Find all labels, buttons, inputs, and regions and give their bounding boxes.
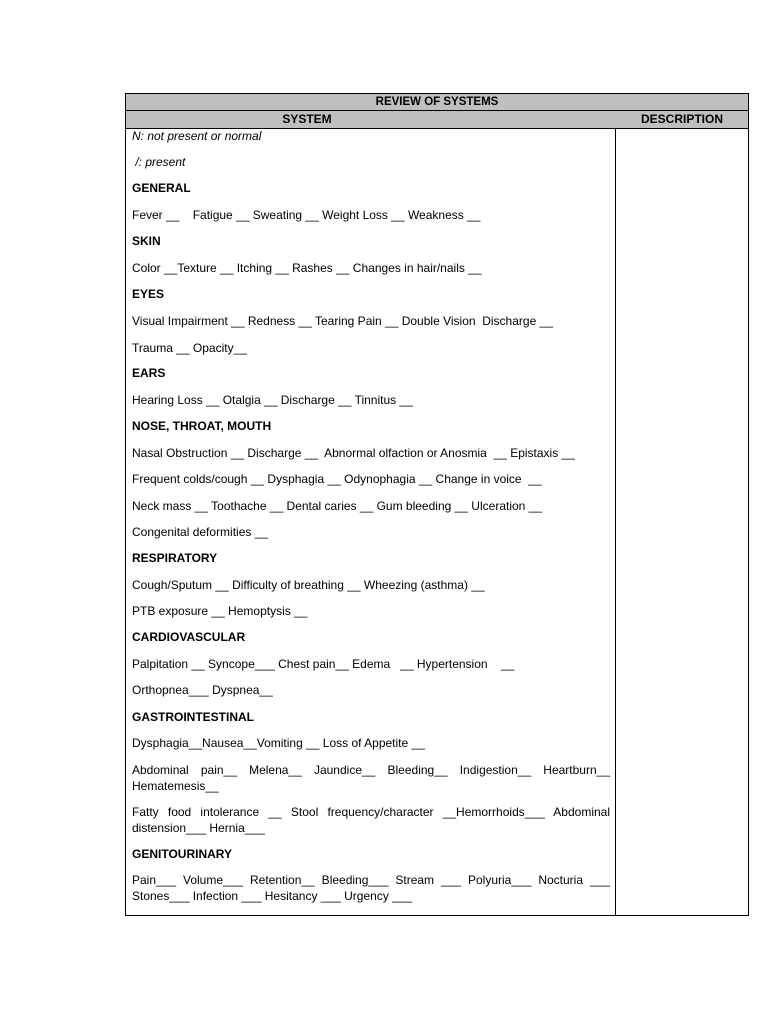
heading-nose-throat-mouth: NOSE, THROAT, MOUTH	[132, 419, 272, 433]
general-items: Fever __ Fatigue __ Sweating __ Weight Loss __ Weakness __	[132, 208, 481, 222]
respiratory-items-2: PTB exposure __ Hemoptysis __	[132, 604, 308, 618]
heading-cardiovascular: CARDIOVASCULAR	[132, 630, 246, 644]
heading-general: GENERAL	[132, 181, 191, 195]
eyes-items-2: Trauma __ Opacity__	[132, 341, 247, 355]
system-column	[126, 129, 616, 915]
heading-genitourinary: GENITOURINARY	[132, 847, 233, 861]
ntm-items-4: Congenital deformities __	[132, 525, 269, 539]
description-column[interactable]	[616, 129, 748, 915]
gi-items-2: Abdominal pain__ Melena__ Jaundice__ Bleeding__ Indigestion__ Heartburn__ Hematemesis__	[132, 763, 610, 793]
eyes-items-1: Visual Impairment __ Redness __ Tearing Pain __ Double Vision Discharge __	[132, 314, 553, 328]
column-header-row	[126, 111, 748, 129]
system-column-header: SYSTEM	[282, 112, 332, 126]
description-column-header: DESCRIPTION	[640, 112, 723, 126]
ears-items: Hearing Loss __ Otalgia __ Discharge __ Tinnitus __	[132, 393, 413, 407]
cardiovascular-items-2: Orthopnea___ Dyspnea__	[132, 683, 273, 697]
legend-present: /: present	[132, 155, 186, 169]
review-of-systems-form	[125, 93, 749, 916]
legend-not-present: N: not present or normal	[132, 129, 262, 143]
gi-items-3: Fatty food intolerance __ Stool frequency/character __Hemorrhoids___ Abdominal distension___ Hernia___	[132, 805, 610, 835]
heading-ears: EARS	[132, 366, 166, 380]
respiratory-items-1: Cough/Sputum __ Difficulty of breathing __ Wheezing (asthma) __	[132, 578, 485, 592]
form-body	[126, 129, 748, 915]
ntm-items-1: Nasal Obstruction __ Discharge __ Abnormal olfaction or Anosmia __ Epistaxis __	[132, 446, 575, 460]
ntm-items-2: Frequent colds/cough __ Dysphagia __ Odynophagia __ Change in voice __	[132, 472, 542, 486]
form-title: REVIEW OF SYSTEMS	[126, 94, 748, 111]
heading-skin: SKIN	[132, 234, 161, 248]
skin-items: Color __Texture __ Itching __ Rashes __ Changes in hair/nails __	[132, 261, 482, 275]
genitourinary-items: Pain___ Volume___ Retention__ Bleeding___ Stream ___ Polyuria___ Nocturia ___ Stones___ Infection ___ Hesitancy ___ Urgency ___	[132, 873, 610, 903]
cardiovascular-items-1: Palpitation __ Syncope___ Chest pain__ Edema __ Hypertension __	[132, 657, 515, 671]
heading-eyes: EYES	[132, 287, 165, 301]
gi-items-1: Dysphagia__Nausea__Vomiting __ Loss of Appetite __	[132, 736, 425, 750]
heading-respiratory: RESPIRATORY	[132, 551, 218, 565]
ntm-items-3: Neck mass __ Toothache __ Dental caries __ Gum bleeding __ Ulceration __	[132, 499, 543, 513]
heading-gastrointestinal: GASTROINTESTINAL	[132, 710, 254, 724]
